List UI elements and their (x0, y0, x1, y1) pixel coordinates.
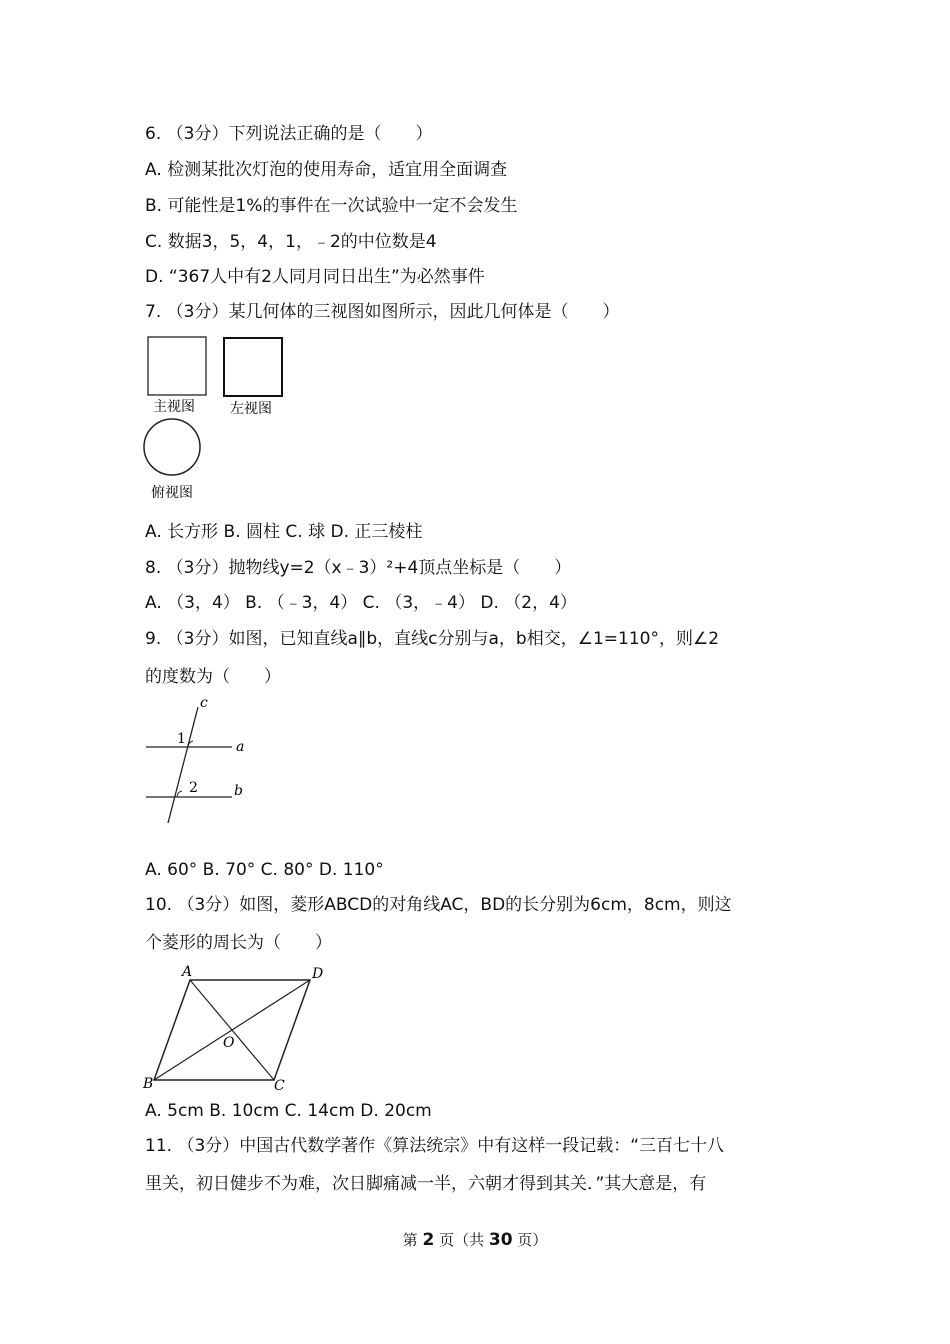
q10-stem-line2: 个菱形的周长为（ ） (145, 933, 332, 953)
center-O-label: O (223, 1035, 235, 1051)
label-c: c (200, 695, 208, 711)
footer-suffix: 页） (517, 1231, 548, 1249)
vertex-A-label: A (182, 964, 193, 980)
footer-prefix: 第 (402, 1231, 418, 1249)
line-c (168, 707, 198, 823)
top-view-label: 俯视图 (151, 485, 193, 501)
left-view-label: 左视图 (230, 401, 272, 417)
q10-options: A. 5cm B. 10cm C. 14cm D. 20cm (145, 1101, 432, 1121)
footer-total-pages: 30 (488, 1230, 513, 1250)
label-angle-1: 1 (177, 731, 186, 747)
q11-stem-line1: 11. （3分）中国古代数学著作《算法统宗》中有这样一段记载：“三百七十八 (145, 1136, 725, 1156)
vertex-D-label: D (312, 966, 324, 982)
q6-option-b: B. 可能性是1%的事件在一次试验中一定不会发生 (145, 196, 518, 216)
label-b: b (234, 783, 243, 799)
page-footer (0, 1229, 950, 1251)
q11-stem-line2: 里关，初日健步不为难，次日脚痛减一半，六朝才得到其关．”其大意是，有 (145, 1174, 707, 1194)
q6-option-d: D. “367人中有2人同月同日出生”为必然事件 (145, 267, 485, 287)
q8-options: A. （3，4） B. （﹣3，4） C. （3，﹣4） D. （2，4） (145, 593, 577, 613)
front-view-square (148, 337, 206, 395)
top-view-circle (144, 419, 200, 475)
diagonal-BD (154, 980, 310, 1080)
footer-middle: 页（共 (439, 1231, 485, 1249)
q9-stem-line1: 9. （3分）如图，已知直线a∥b，直线c分别与a，b相交，∠1=110°，则∠2 (145, 629, 720, 649)
label-a: a (236, 739, 245, 755)
three-view-figure (140, 332, 300, 507)
footer-page-number: 2 (422, 1230, 435, 1250)
front-view-label: 主视图 (153, 399, 195, 415)
vertex-B-label: B (143, 1076, 154, 1092)
q7-options: A. 长方形 B. 圆柱 C. 球 D. 正三棱柱 (145, 522, 423, 542)
left-view-square (224, 338, 282, 396)
q6-option-a: A. 检测某批次灯泡的使用寿命，适宜用全面调查 (145, 160, 508, 180)
q7-stem: 7. （3分）某几何体的三视图如图所示，因此几何体是（ ） (145, 302, 620, 322)
q9-stem-line2: 的度数为（ ） (145, 667, 281, 687)
vertex-C-label: C (274, 1078, 285, 1094)
q8-stem: 8. （3分）抛物线y=2（x﹣3）²+4顶点坐标是（ ） (145, 558, 572, 578)
q9-options: A. 60° B. 70° C. 80° D. 110° (145, 860, 384, 880)
q10-stem-line1: 10. （3分）如图，菱形ABCD的对角线AC，BD的长分别为6cm，8cm，则这 (145, 895, 732, 915)
parallel-lines-figure (140, 695, 260, 830)
q6-option-c: C. 数据3，5，4，1，﹣2的中位数是4 (145, 232, 437, 252)
rhombus-figure (138, 960, 338, 1095)
q6-stem: 6. （3分）下列说法正确的是（ ） (145, 124, 433, 144)
angle-2-arc (177, 791, 182, 797)
label-angle-2: 2 (189, 780, 198, 796)
